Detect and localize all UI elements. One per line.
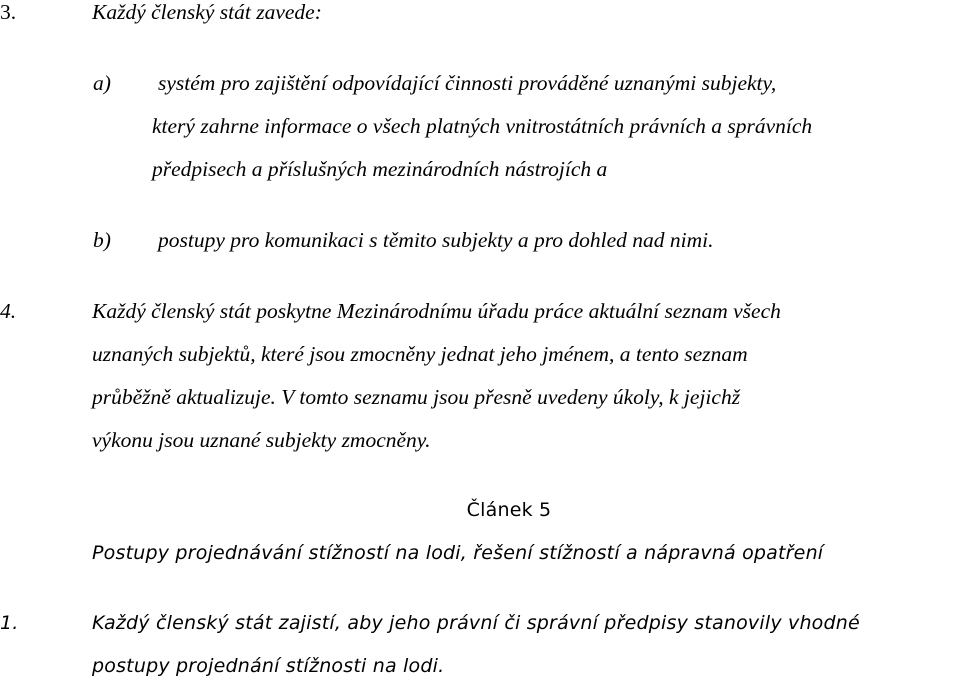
- section-4-line-3: průběžně aktualizuje. V tomto seznamu jsou přesně uvedeny úkoly, k jejichž: [92, 385, 741, 409]
- item-b-text: postupy pro komunikaci s těmito subjekty a pro dohled nad nimi.: [158, 228, 714, 252]
- article-title: Postupy projednávání stížností na lodi, řešení stížností a nápravná opatření: [92, 542, 824, 564]
- section-4-line-2: uznaných subjektů, které jsou zmocněny jednat jeho jménem, a tento seznam: [92, 342, 748, 366]
- section-1-number: 1.: [0, 612, 19, 634]
- section-4-line-4: výkonu jsou uznané subjekty zmocněny.: [92, 428, 431, 452]
- section-3-number: 3.: [0, 0, 17, 24]
- article-heading: Článek 5: [466, 499, 552, 521]
- item-a-line-3: předpisech a příslušných mezinárodních nástrojích a: [152, 157, 608, 181]
- section-1-line-2: postupy projednání stížnosti na lodi.: [92, 655, 445, 677]
- item-a-label: a): [93, 71, 111, 95]
- item-a-line-1: systém pro zajištění odpovídající činnosti prováděné uznanými subjekty,: [158, 71, 777, 95]
- section-4-number: 4.: [0, 299, 17, 323]
- section-4-line-1: Každý členský stát poskytne Mezinárodnímu úřadu práce aktuální seznam všech: [92, 299, 781, 323]
- item-a-line-2: který zahrne informace o všech platných vnitrostátních právních a správních: [152, 114, 813, 138]
- section-1-line-1: Každý členský stát zajistí, aby jeho právní či správní předpisy stanovily vhodné: [92, 612, 860, 634]
- section-3-intro: Každý členský stát zavede:: [92, 0, 322, 24]
- item-b-label: b): [93, 228, 111, 252]
